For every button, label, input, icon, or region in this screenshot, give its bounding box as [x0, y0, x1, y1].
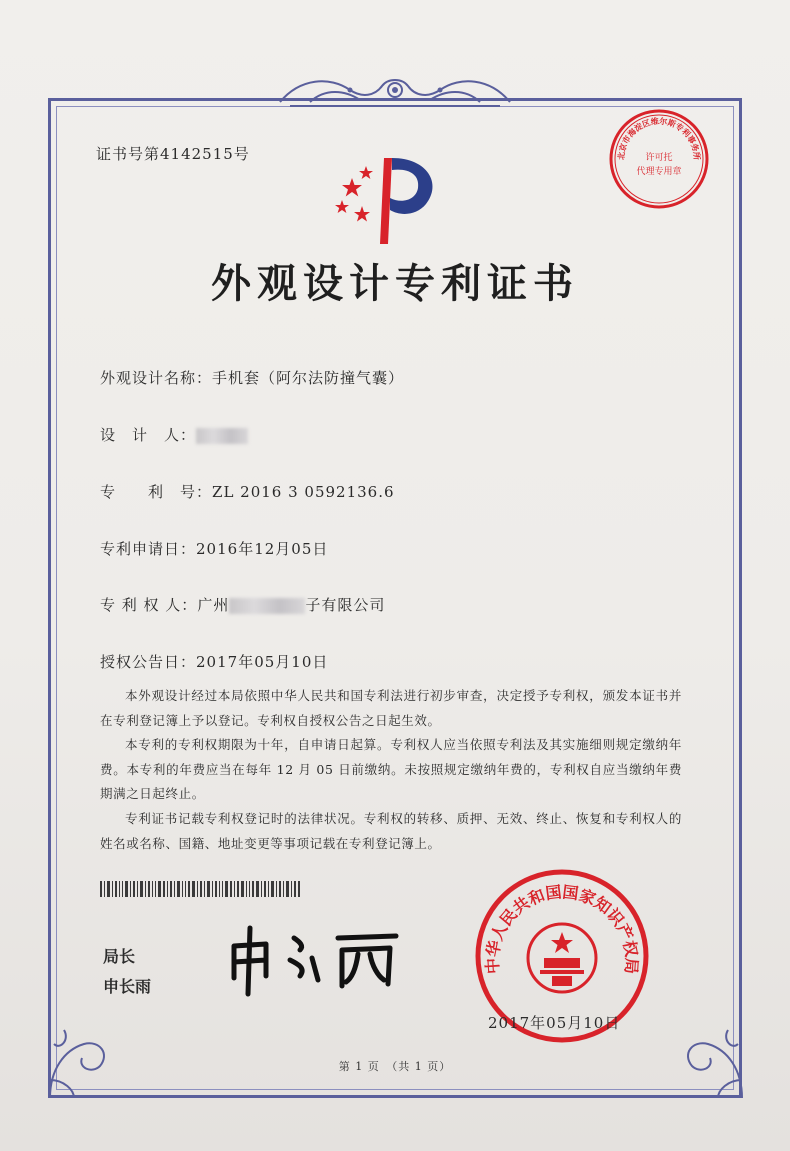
- patent-office-logo: [330, 150, 450, 246]
- director-title: 局长: [103, 947, 136, 966]
- grant-date-row: [100, 651, 328, 672]
- agency-seal-inner-text-1: 许可托: [645, 153, 673, 163]
- agency-seal-inner-text-2: 代理专用章: [636, 167, 682, 177]
- patentee-suffix: 子有限公司: [305, 596, 386, 614]
- barcode: [100, 881, 300, 897]
- national-emblem-icon: [528, 924, 596, 992]
- agency-seal-outer-text: 北京市海淀区维尔斯专利事务所: [616, 116, 702, 161]
- patentee-label: 专 利 权 人：: [100, 596, 198, 614]
- agency-seal: [604, 104, 714, 214]
- grant-date-value: 2017年05月10日: [196, 653, 329, 671]
- body-paragraph-2: 本专利的专利权期限为十年，自申请日起算。专利权人应当依照专利法及其实施细则规定缴纳年费。本专利的年费应当在每年 12 月 05 日前缴纳。未按照规定缴纳年费的，专利权自应当缴纳年费期满之日起终止。: [100, 737, 682, 801]
- corner-ornament-bottom-right: [668, 1010, 748, 1100]
- patentee-row: [100, 594, 385, 615]
- grant-date-label: 授权公告日：: [100, 653, 197, 671]
- patentee-prefix: 广州: [197, 596, 230, 614]
- sipo-seal-text: 中华人民共和国国家知识产权局: [482, 882, 642, 975]
- patent-number-label: 专 利 号：: [100, 483, 213, 501]
- body-paragraph-1: 本外观设计经过本局依照中华人民共和国专利法进行初步审查，决定授予专利权，颁发本证书并在专利登记簿上予以登记。专利权自授权公告之日起生效。: [100, 688, 682, 728]
- body-paragraph-3: 专利证书记载专利权登记时的法律状况。专利权的转移、质押、无效、终止、恢复和专利权人的姓名或名称、国籍、地址变更等事项记载在专利登记簿上。: [100, 811, 682, 851]
- filing-date-row: [100, 538, 328, 559]
- redacted-patentee: [229, 598, 305, 614]
- certificate-title: 外观设计专利证书: [211, 260, 579, 307]
- top-ornament: [270, 68, 520, 112]
- handwritten-signature: [220, 920, 410, 1000]
- patent-number-row: [100, 481, 395, 502]
- page-indicator: 第 1 页 （共 1 页）: [338, 1060, 452, 1073]
- filing-date-label: 专利申请日：: [100, 540, 197, 558]
- corner-ornament-bottom-left: [44, 1010, 124, 1100]
- filing-date-value: 2016年12月05日: [196, 540, 329, 558]
- certificate-number: 证书号第4142515号: [96, 145, 250, 163]
- director-name: 申长雨: [103, 977, 152, 996]
- design-name-row: [100, 367, 404, 388]
- design-name-label: 外观设计名称：: [100, 369, 213, 387]
- patent-number-value: ZL 2016 3 0592136.6: [212, 483, 395, 501]
- designer-row: [100, 424, 248, 445]
- designer-label: 设 计 人：: [100, 426, 197, 444]
- redacted-designer: [196, 428, 248, 444]
- design-name-value: 手机套（阿尔法防撞气囊）: [212, 369, 405, 387]
- issue-date: 2017年05月10日: [488, 1014, 621, 1032]
